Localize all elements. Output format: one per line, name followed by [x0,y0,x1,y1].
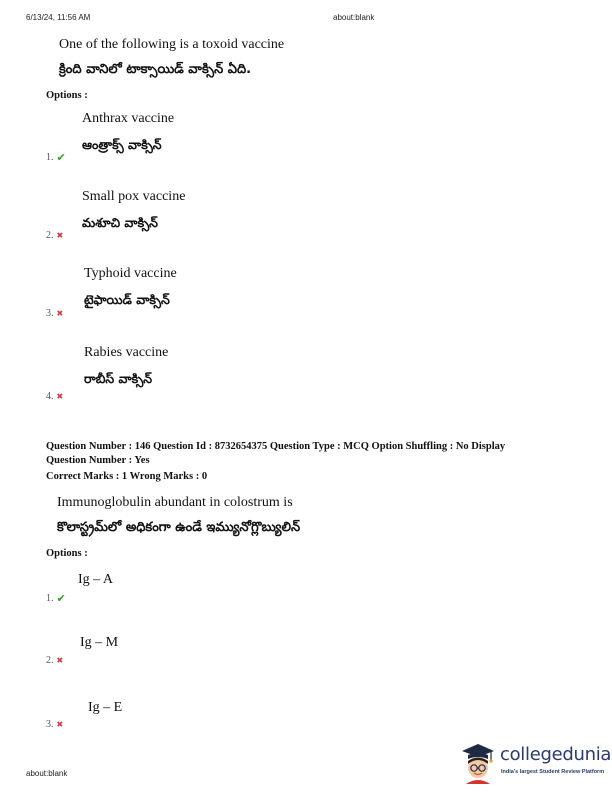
print-datetime: 6/13/24, 11:56 AM [26,13,91,22]
q2-option-3-en: Ig – E [88,700,123,715]
cross-icon: ✖ [56,309,64,318]
q1-option-2-te: మశూచి వాక్సిన్ [82,215,158,230]
question-1-options-label: Options : [46,90,88,101]
q2-option-3-number: 3. [46,719,54,730]
q2-option-3-marker [46,719,63,730]
check-icon: ✔ [56,592,66,605]
q1-option-1-te: ఆంత్రాక్స్ వాక్సిన్ [82,137,162,152]
collegedunia-logo [460,740,610,788]
cross-icon: ✖ [56,392,64,401]
q1-option-2-number: 2. [46,230,54,241]
q2-option-1-en: Ig – A [78,572,113,587]
q1-option-4-number: 4. [46,391,54,402]
print-url: about:blank [333,13,375,22]
q2-option-2-marker [46,655,63,666]
question-1-text-en: One of the following is a toxoid vaccine [59,37,285,52]
q1-option-4-marker [46,391,63,402]
question-2-text-en: Immunoglobulin abundant in colostrum is [57,495,293,510]
q1-option-3-number: 3. [46,308,54,319]
q1-option-3-marker [46,308,63,319]
q2-option-2-en: Ig – M [80,635,119,650]
q1-option-4-te: రాబీస్ వాక్సిన్ [84,371,153,386]
q1-option-2-en: Small pox vaccine [82,189,186,204]
student-mascot-icon [460,742,496,784]
question-2-meta-line-2: Question Number : Yes [46,455,150,466]
q1-option-4-en: Rabies vaccine [84,345,169,360]
cross-icon: ✖ [56,656,64,665]
q2-option-2-number: 2. [46,655,54,666]
question-2-text-te: కొలాస్ట్రమ్‌లో అధికంగా ఉండే ఇమ్యునోగ్లొబ్యులిన్ [57,520,301,535]
q2-option-1-marker [46,592,66,605]
print-footer-url: about:blank [26,769,68,778]
q1-option-1-en: Anthrax vaccine [82,111,175,126]
q1-option-2-marker [46,230,63,241]
cross-icon: ✖ [56,231,64,240]
question-2-marks: Correct Marks : 1 Wrong Marks : 0 [46,471,208,482]
q1-option-1-marker [46,151,66,164]
q1-option-1-number: 1. [46,152,54,163]
q2-option-1-number: 1. [46,593,54,604]
brand-tagline: India's largest Student Review Platform [501,769,605,775]
question-2-options-label: Options : [46,548,88,559]
q1-option-3-te: టైఫాయిడ్ వాక్సిన్ [84,292,170,307]
cross-icon: ✖ [56,720,64,729]
question-2-meta-line-1: Question Number : 146 Question Id : 8732654375 Question Type : MCQ Option Shuffling : No Display [46,441,506,452]
question-1-text-te: క్రింది వానిలో టాక్సాయిడ్ వాక్సిన్ ఏది. [59,62,252,77]
check-icon: ✔ [56,151,66,164]
brand-name: collegedunia [500,744,612,765]
q1-option-3-en: Typhoid vaccine [84,266,177,281]
